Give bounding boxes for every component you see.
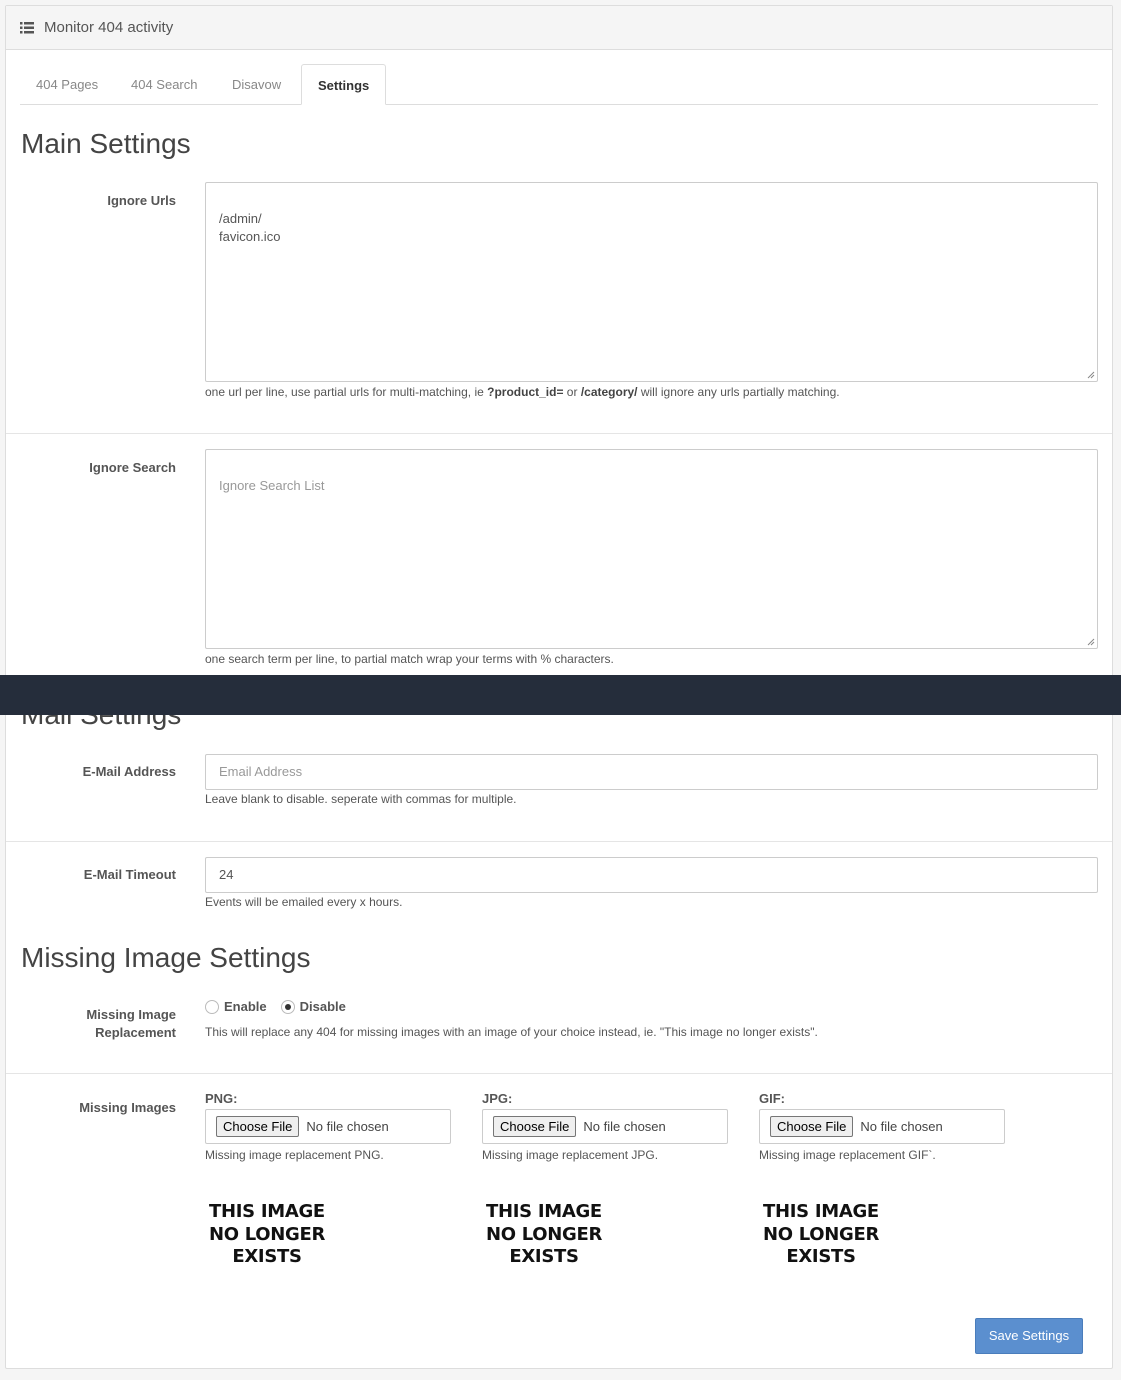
ignore-urls-value: /admin/ favicon.ico	[219, 211, 281, 244]
enable-radio-label[interactable]: Enable	[224, 999, 267, 1014]
overlay-band	[0, 675, 1121, 715]
jpg-label: JPG:	[482, 1091, 513, 1106]
preview-line: EXISTS	[509, 1246, 579, 1267]
help-example-category: /category/	[580, 385, 638, 399]
choose-file-button[interactable]: Choose File	[493, 1116, 576, 1137]
jpg-preview-image	[484, 1201, 604, 1269]
png-preview-image	[207, 1201, 327, 1269]
gif-preview-image	[761, 1201, 881, 1269]
jpg-help: Missing image replacement JPG.	[482, 1148, 659, 1162]
missing-image-replacement-label	[6, 1006, 176, 1042]
ignore-urls-help	[205, 385, 840, 399]
jpg-file-input[interactable]	[482, 1109, 728, 1144]
enable-radio[interactable]	[205, 1000, 219, 1014]
gif-file-input[interactable]	[759, 1109, 1005, 1144]
divider	[6, 433, 1112, 434]
ignore-urls-textarea[interactable]	[205, 182, 1098, 382]
tab-404-search[interactable]: 404 Search	[131, 77, 198, 92]
file-status: No file chosen	[583, 1119, 666, 1134]
resize-handle-icon[interactable]	[1087, 371, 1095, 379]
jpg-upload-column	[482, 1091, 732, 1162]
save-settings-button[interactable]: Save Settings	[975, 1318, 1083, 1354]
preview-line: EXISTS	[232, 1246, 302, 1267]
preview-line: NO LONGER	[208, 1223, 326, 1245]
disable-radio[interactable]	[281, 1000, 295, 1014]
tab-disavow[interactable]: Disavow	[232, 77, 282, 92]
preview-line: THIS IMAGE	[763, 1201, 879, 1222]
resize-handle-icon[interactable]	[1087, 638, 1095, 646]
email-timeout-help: Events will be emailed every x hours.	[205, 895, 403, 909]
png-help: Missing image replacement PNG.	[205, 1148, 384, 1162]
replacement-radio-group	[205, 999, 346, 1014]
email-address-label: E-Mail Address	[82, 764, 176, 779]
disable-radio-label[interactable]: Disable	[299, 999, 346, 1014]
email-address-help: Leave blank to disable. seperate with commas for multiple.	[205, 792, 517, 806]
email-address-input[interactable]: Email Address	[205, 754, 1098, 790]
ignore-search-label: Ignore Search	[89, 460, 176, 475]
png-label: PNG:	[205, 1091, 238, 1106]
replacement-help: This will replace any 404 for missing images with an image of your choice instead, ie. "This image no longer exists".	[205, 1025, 818, 1039]
panel-title: Monitor 404 activity	[44, 19, 174, 36]
tab-404-pages[interactable]: 404 Pages	[36, 77, 99, 92]
gif-label: GIF:	[759, 1091, 785, 1106]
ignore-search-textarea[interactable]	[205, 449, 1098, 649]
help-example-product: ?product_id=	[487, 385, 564, 399]
tab-bar	[20, 64, 1098, 105]
main-settings-heading: Main Settings	[21, 128, 191, 159]
preview-line: EXISTS	[786, 1246, 856, 1267]
preview-line: NO LONGER	[485, 1223, 603, 1245]
email-timeout-input[interactable]: 24	[205, 857, 1098, 893]
help-text: will ignore any urls partially matching.	[637, 385, 840, 399]
preview-line: THIS IMAGE	[486, 1201, 602, 1222]
file-status: No file chosen	[860, 1119, 943, 1134]
file-status: No file chosen	[306, 1119, 389, 1134]
ignore-search-help: one search term per line, to partial match wrap your terms with % characters.	[205, 652, 614, 666]
preview-line: NO LONGER	[762, 1223, 880, 1245]
gif-help: Missing image replacement GIF`.	[759, 1148, 936, 1162]
label-line: Missing Image	[86, 1007, 176, 1022]
missing-images-label: Missing Images	[79, 1100, 176, 1115]
label-line: Replacement	[95, 1025, 176, 1040]
choose-file-button[interactable]: Choose File	[216, 1116, 299, 1137]
help-text: or	[563, 385, 581, 399]
gif-upload-column	[759, 1091, 1009, 1162]
missing-image-settings-heading: Missing Image Settings	[21, 942, 311, 973]
png-upload-column	[205, 1091, 455, 1162]
help-text: one url per line, use partial urls for multi-matching, ie	[205, 385, 488, 399]
divider	[6, 841, 1112, 842]
panel-heading	[6, 6, 1112, 50]
ignore-urls-label: Ignore Urls	[107, 193, 176, 208]
email-timeout-label: E-Mail Timeout	[83, 867, 176, 882]
divider	[6, 1073, 1112, 1074]
list-icon	[20, 22, 34, 34]
ignore-search-placeholder: Ignore Search List	[219, 478, 325, 493]
preview-line: THIS IMAGE	[209, 1201, 325, 1222]
choose-file-button[interactable]: Choose File	[770, 1116, 853, 1137]
png-file-input[interactable]	[205, 1109, 451, 1144]
tab-settings[interactable]: Settings	[301, 64, 386, 105]
